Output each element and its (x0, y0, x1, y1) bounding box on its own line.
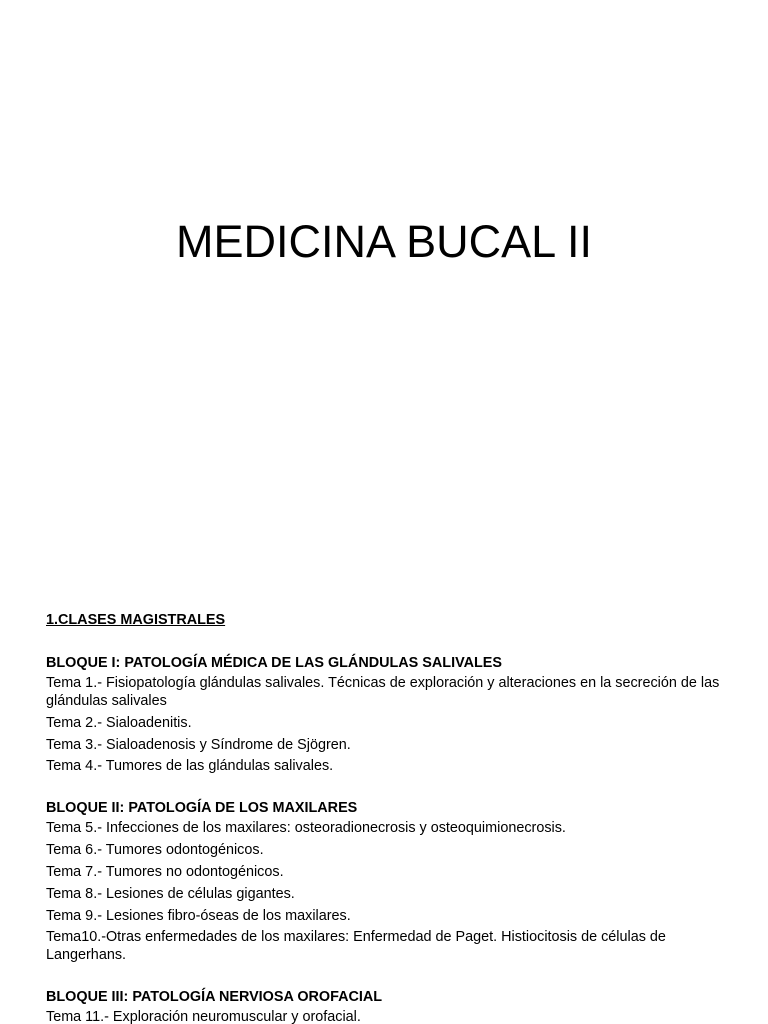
topic-item: Tema 7.- Tumores no odontogénicos. (46, 863, 284, 880)
block-2 (46, 799, 736, 964)
topic-list (46, 819, 736, 964)
topic-item: Tema 11.- Exploración neuromuscular y orofacial. (46, 1009, 361, 1024)
topic-item: Tema 9.- Lesiones fibro-óseas de los maxilares. (46, 907, 351, 924)
block-3 (46, 988, 736, 1024)
topic-item: Tema 1.- Fisiopatología glándulas salivales. Técnicas de exploración y alteraciones en la secreción de las glándulas salivales (46, 675, 720, 709)
topic-item: Tema10.-Otras enfermedades de los maxilares: Enfermedad de Paget. Histiocitosis de células de Langerhans. (46, 929, 666, 964)
topic-item: Tema 6.- Tumores odontogénicos. (46, 842, 264, 859)
block-heading: BLOQUE II: PATOLOGÍA DE LOS MAXILARES (46, 800, 358, 817)
block-heading: BLOQUE I: PATOLOGÍA MÉDICA DE LAS GLÁNDULAS SALIVALES (46, 655, 502, 671)
topic-item: Tema 2.- Sialoadenitis. (46, 714, 192, 731)
document-content (46, 611, 736, 1024)
topic-list (46, 1008, 736, 1024)
topic-item: Tema 3.- Sialoadenosis y Síndrome de Sjögren. (46, 736, 351, 753)
block-1 (46, 654, 736, 775)
topic-item: Tema 5.- Infecciones de los maxilares: osteoradionecrosis y osteoquimionecrosis. (46, 820, 566, 837)
topic-list (46, 674, 736, 775)
document-title: MEDICINA BUCAL II (176, 216, 592, 267)
block-heading: BLOQUE III: PATOLOGÍA NERVIOSA OROFACIAL (46, 989, 383, 1006)
topic-item: Tema 4.- Tumores de las glándulas salivales. (46, 758, 334, 775)
section-heading: 1.CLASES MAGISTRALES (46, 612, 226, 628)
topic-item: Tema 8.- Lesiones de células gigantes. (46, 885, 295, 902)
